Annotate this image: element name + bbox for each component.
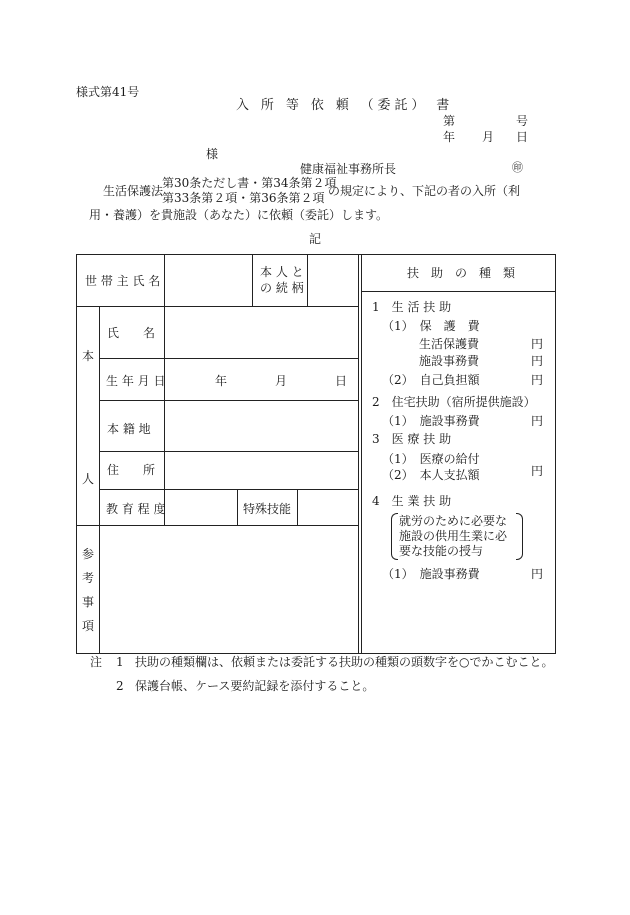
addressee-suffix: 様	[206, 147, 219, 161]
intro-line-2: 用・養護）を貴施設（あなた）に依頼（委託）します。	[89, 208, 389, 222]
dob-label: 生 年 月 日	[106, 374, 166, 388]
aid-s2-title: 2 住宅扶助（宿所提供施設）	[372, 395, 536, 409]
aid-s4-note-3: 要な技能の授与	[399, 544, 484, 558]
remarks-char-2: 考	[82, 571, 95, 585]
aid-s3-title: 3 医 療 扶 助	[372, 432, 452, 446]
dob-month-unit: 月	[275, 374, 288, 388]
note-1-text: 扶助の種類欄は、依頼または委託する扶助の種類の頭数字を○でかこむこと。	[135, 655, 554, 669]
aid-s3-sub2: （2） 本人支払額	[382, 468, 480, 482]
date-month: 月	[482, 130, 495, 144]
dob-day-unit: 日	[335, 374, 348, 388]
aid-s1-sub2: （2） 自己負担額	[382, 373, 480, 387]
intro-law: 生活保護法	[103, 184, 164, 198]
aid-s2-sub1-yen: 円	[531, 414, 544, 428]
ki-heading: 記	[309, 232, 322, 246]
aid-s4-sub1-yen: 円	[531, 567, 544, 581]
special-skill-label: 特殊技能	[243, 502, 292, 516]
seal-mark: ㊞	[512, 161, 523, 174]
aid-s4-note-bracket-left	[391, 513, 398, 560]
form-number: 様式第41号	[76, 85, 140, 99]
notes-label: 注	[90, 655, 103, 669]
aid-s1-item2: 施設事務費	[419, 354, 480, 368]
name-label: 氏 名	[107, 326, 156, 340]
aid-s4-sub1: （1） 施設事務費	[382, 567, 480, 581]
intro-after-articles: の規定により、下記の者の入所（利	[328, 184, 521, 198]
intro-articles-2: 第33条第２項・第36条第２項	[162, 191, 325, 205]
address-label: 住 所	[107, 463, 156, 477]
education-label: 教 育 程 度	[106, 502, 166, 516]
remarks-char-4: 項	[82, 619, 95, 633]
date-year: 年	[443, 130, 456, 144]
note-2-text: 保護台帳、ケース要約記録を添付すること。	[135, 679, 375, 693]
aid-s1-item1: 生活保護費	[419, 337, 480, 351]
relation-label-1: 本 人 と	[260, 265, 304, 279]
aid-s2-sub1: （1） 施設事務費	[382, 414, 480, 428]
aid-s1-sub1: （1） 保 護 費	[382, 319, 480, 333]
aid-s3-sub2-yen: 円	[531, 464, 544, 478]
doc-number-suffix: 号	[516, 114, 529, 128]
aid-type-header: 扶 助 の 種 類	[407, 266, 516, 280]
householder-name-label: 世 帯 主 氏 名	[85, 274, 161, 288]
doc-number-prefix: 第	[443, 114, 456, 128]
note-2-number: 2	[116, 679, 124, 693]
aid-s1-title: 1 生 活 扶 助	[372, 300, 452, 314]
aid-s4-note-1: 就労のために必要な	[399, 514, 508, 528]
person-side-label-2: 人	[82, 472, 95, 486]
person-side-label-1: 本	[82, 349, 95, 363]
aid-s1-item2-yen: 円	[531, 354, 544, 368]
intro-articles-1: 第30条ただし書・第34条第２項	[162, 176, 337, 190]
domicile-label: 本 籍 地	[107, 422, 151, 436]
sender-title: 健康福祉事務所長	[300, 162, 397, 176]
aid-s1-sub2-yen: 円	[531, 373, 544, 387]
remarks-char-1: 参	[82, 547, 95, 561]
note-1-number: 1	[116, 655, 124, 669]
aid-s1-item1-yen: 円	[531, 337, 544, 351]
aid-s4-title: 4 生 業 扶 助	[372, 494, 452, 508]
form-table	[76, 254, 556, 654]
dob-year-unit: 年	[215, 374, 228, 388]
aid-s4-note-2: 施設の供用生業に必	[399, 529, 508, 543]
aid-s3-sub1: （1） 医療の給付	[382, 452, 480, 466]
aid-s4-note-bracket-right	[516, 513, 523, 560]
page-title: 入 所 等 依 頼 （委託） 書	[236, 98, 454, 113]
date-day: 日	[516, 130, 529, 144]
remarks-char-3: 事	[82, 595, 95, 609]
relation-label-2: の 続 柄	[260, 281, 304, 295]
